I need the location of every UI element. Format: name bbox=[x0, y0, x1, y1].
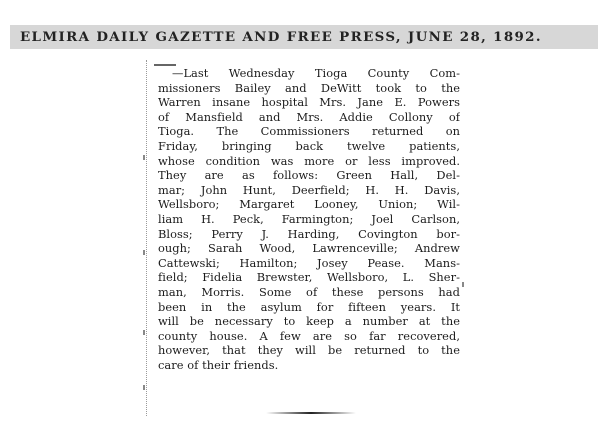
article-line: Cattewski; Hamilton; Josey Pease. Mans- bbox=[158, 255, 460, 270]
article-line: will be necessary to keep a number at the bbox=[158, 314, 460, 329]
newspaper-masthead bbox=[10, 25, 598, 49]
article-line: mar; John Hunt, Deerfield; H. H. Davis, bbox=[158, 182, 460, 197]
margin-mark bbox=[143, 155, 145, 160]
article-line: Friday, bringing back twelve patients, bbox=[158, 138, 460, 153]
article-line: liam H. Peck, Farmington; Joel Carlson, bbox=[158, 211, 460, 226]
article-line: whose condition was more or less improved. bbox=[158, 153, 460, 168]
article-line: field; Fidelia Brewster, Wellsboro, L. Sher- bbox=[158, 270, 460, 285]
article-line: county house. A few are so far recovered, bbox=[158, 328, 460, 343]
article-body bbox=[158, 66, 460, 372]
margin-mark bbox=[462, 282, 464, 287]
article-line: been in the asylum for fifteen years. It bbox=[158, 299, 460, 314]
article-line: care of their friends. bbox=[158, 357, 279, 372]
margin-mark bbox=[143, 385, 145, 390]
article-line: of Mansfield and Mrs. Addie Collony of bbox=[158, 109, 460, 124]
column-edge-rule bbox=[146, 60, 148, 416]
article-line: They are as follows: Green Hall, Del- bbox=[158, 168, 460, 183]
end-of-article-rule bbox=[266, 411, 356, 415]
end-rule-bar bbox=[266, 412, 356, 414]
article-line: —Last Wednesday Tioga County Com- bbox=[172, 66, 460, 80]
article-line: however, that they will be returned to the bbox=[158, 343, 460, 358]
article-line: missioners Bailey and DeWitt took to the bbox=[158, 80, 460, 95]
article-line: Tioga. The Commissioners returned on bbox=[158, 124, 460, 139]
article-line: man, Morris. Some of these persons had bbox=[158, 284, 460, 299]
article-line: Warren insane hospital Mrs. Jane E. Powers bbox=[158, 95, 460, 110]
margin-mark bbox=[143, 330, 145, 335]
margin-mark bbox=[143, 250, 145, 255]
article-clipping bbox=[146, 60, 466, 422]
article-line: ough; Sarah Wood, Lawrenceville; Andrew bbox=[158, 241, 460, 256]
article-line: Wellsboro; Margaret Looney, Union; Wil- bbox=[158, 197, 460, 212]
masthead-title: ELMIRA DAILY GAZETTE AND FREE PRESS, JUNE 28, 1892. bbox=[20, 29, 542, 45]
article-line: Bloss; Perry J. Harding, Covington bor- bbox=[158, 226, 460, 241]
